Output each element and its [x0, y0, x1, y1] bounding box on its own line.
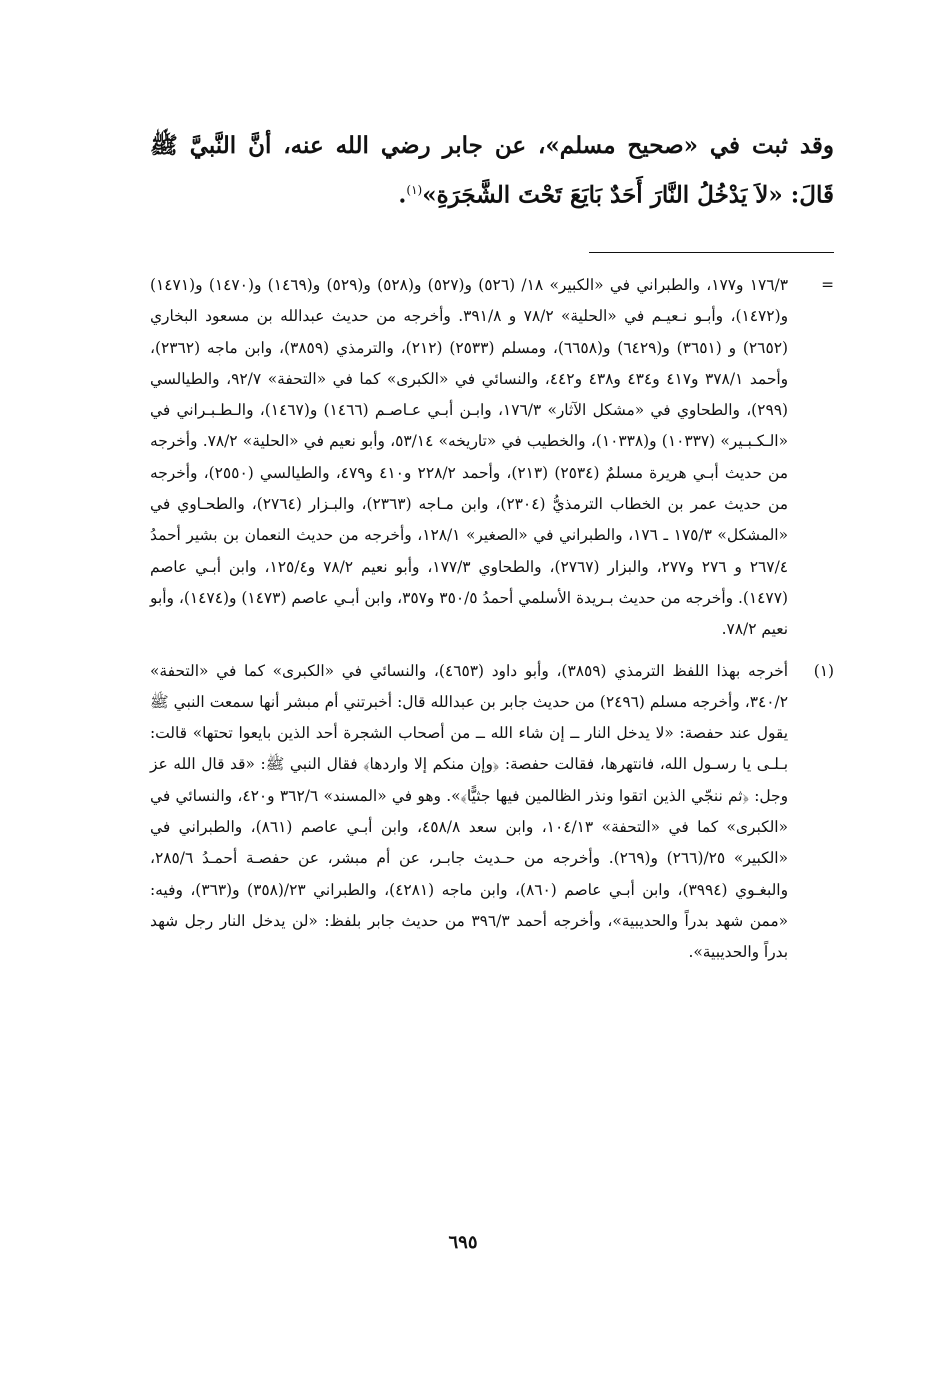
- main-text-paragraph: [150, 124, 834, 218]
- footnote-1-marker: (١): [813, 661, 834, 680]
- footnote-reference: (١): [406, 183, 423, 197]
- footnote-continuation: [150, 270, 834, 646]
- main-text-end: .: [398, 181, 407, 209]
- footnote-divider: [589, 252, 834, 253]
- footnote-1: [150, 656, 834, 969]
- continuation-marker: =: [821, 276, 834, 294]
- footnotes-section: [150, 270, 834, 969]
- footnote-1-text: أخرجه بهذا اللفظ الترمذي (٣٨٥٩)، وأبو داود (٤٦٥٣)، والنسائي في «الكبرى» كما في «التحفة» ٣٤٠/٢، وأخرجه مسلم (٢٤٩٦) من حديث جابر بن عبدالله قال: أخبرتني أم مبشر أنها سمعت النبي ﷺ يقول عند حفصة: «لا يدخل النار ــ إن شاء الله ــ من أصحاب الشجرة أحد الذين بايعوا تحتها» قالت: بـلـى يا رسـول الله، فانتهرها، فقالت حفصة: ﴿وإن منكم إلا واردها﴾ فقال النبي ﷺ: «قد قال الله عز وجل: ﴿ثم ننجّي الذين اتقوا ونذر الظالمين فيها جثيًّا﴾». وهو في «المسند» ٣٦٢/٦ و٤٢٠، والنسائي في «الكبرى» كما في «التحفة» ١٠٤/١٣، وابن سعد ٤٥٨/٨، وابن أبـي عاصم (٨٦١)، والطبراني في «الكبير» ٢٥/(٢٦٦) و(٢٦٩). وأخرجه من حـديث جابـر، عن أم مبشر، عن حفصـة أحمـدُ ٢٨٥/٦، والبغـوي (٣٩٩٤)، وابن أبـي عاصم (٨٦٠)، وابن ماجه (٤٢٨١)، والطبراني ٢٣/(٣٥٨) و(٣٦٣)، وفيه: «ممن شهد بدراً والحديبية»، وأخرجه أحمد ٣٩٦/٣ من حديث جابر بلفظ: «لن يدخل النار رجل شهد بدراً والحديبية».: [150, 661, 789, 962]
- page-number: ٦٩٥: [448, 1232, 478, 1253]
- footnote-continuation-text: ١٧٦/٣ و١٧٧، والطبراني في «الكبير» ١٨/ (٥٢٦) و(٥٢٧) و(٥٢٨) و(٥٢٩) و(١٤٦٩) و(١٤٧٠) و(١٤٧١) و(١٤٧٢)، وأبـو نـعيـم في «الحلية» ٧٨/٢ و ٣٩١/٨. وأخرجه من حديث عبدالله بن مسعود البخاري (٢٦٥٢) و (٣٦٥١) و(٦٤٢٩) و(٦٦٥٨)، ومسلم (٢٥٣٣) (٢١٢)، والترمذي (٣٨٥٩)، وابن ماجه (٢٣٦٢)، وأحمد ٣٧٨/١ و٤١٧ و٤٣٤ و٤٣٨ و٤٤٢، والنسائي في «الكبرى» كما في «التحفة» ٩٢/٧، والطيالسي (٢٩٩)، والطحاوي في «مشكل الآثار» ١٧٦/٣، وابـن أبـي عـاصـم (١٤٦٦) و(١٤٦٧)، والـطـبـراني في «الـكـبـير» (١٠٣٣٧) و(١٠٣٣٨)، والخطيب في «تاريخه» ٥٣/١٤، وأبو نعيم في «الحلية» ٧٨/٢. وأخرجه من حديث أبـي هريرة مسلمٌ (٢٥٣٤) (٢١٣)، وأحمد ٢٢٨/٢ و٤١٠ و٤٧٩، والطيالسي (٢٥٥٠)، وأخرجه من حديث عمر بن الخطاب الترمذيُّ (٢٣٠٤)، وابن مـاجه (٢٣٦٣)، والبـزار (٢٧٦٤)، والطحـاوي في «المشكل» ١٧٥/٣ ـ ١٧٦، والطبراني في «الصغير» ١٢٨/١، وأخرجه من حديث النعمان بن بشير أحمدُ ٢٦٧/٤ و ٢٧٦ و٢٧٧، والبزار (٢٧٦٧)، والطحاوي ١٧٧/٣، وأبو نعيم ٧٨/٢ و١٢٥/٤، وابن أبـي عاصم (١٤٧٧). وأخرجه من حديث بـريدة الأسلمي أحمدُ ٣٥٠/٥ و٣٥٧، وابن أبـي عاصم (١٤٧٣) و(١٤٧٤)، وأبو نعيم ٧٨/٢.: [150, 276, 789, 639]
- main-text-body: وقد ثبت في «صحيح مسلم»، عن جابر رضي الله عنه، أنَّ النَّبيَّ ﷺ قَالَ: «لاَ يَدْخُلُ النَّارَ أَحَدٌ بَايَعَ تَحْتَ الشَّجَرَةِ»: [150, 132, 834, 209]
